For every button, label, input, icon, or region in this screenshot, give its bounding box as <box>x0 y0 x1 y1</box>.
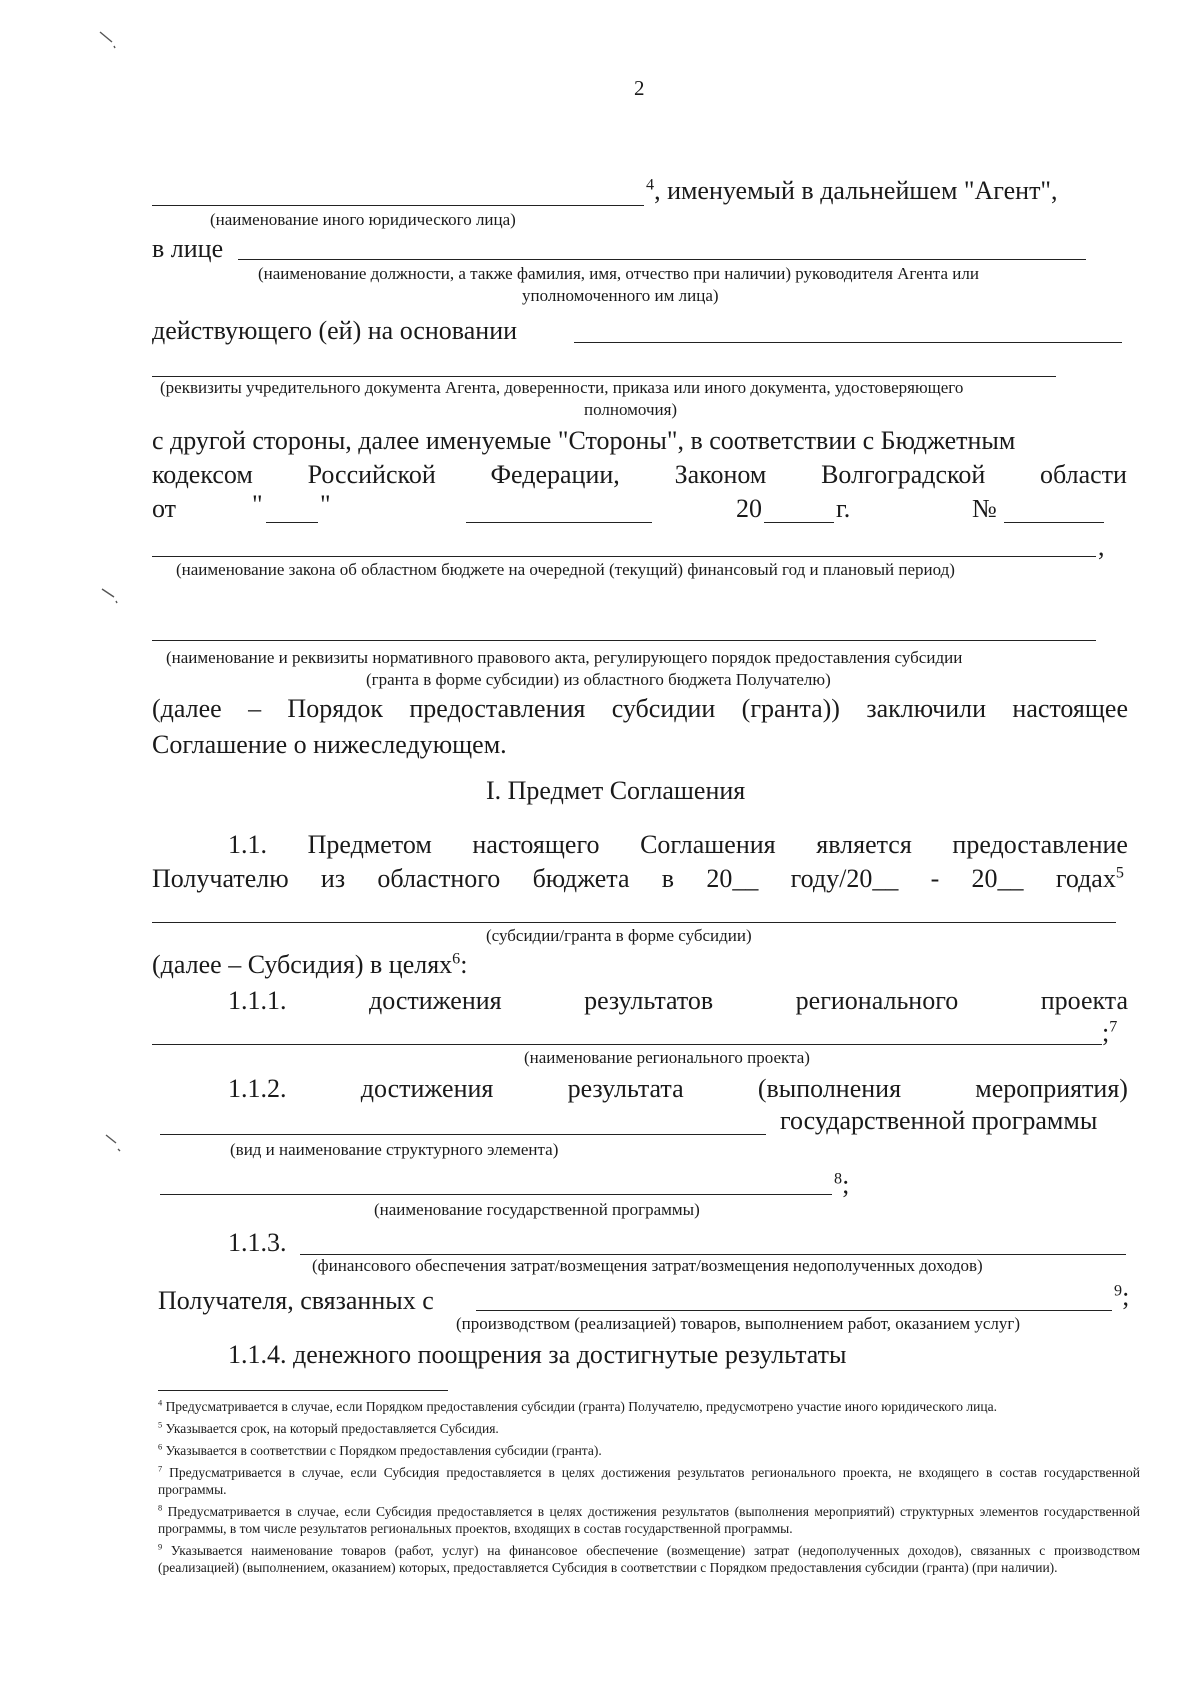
footnote: $^6$ Указывается в соответствии с Порядком предоставления субсидии (гранта). <box>158 1442 602 1458</box>
clause-1-1-1-line <box>228 986 1128 1016</box>
word: Соглашения <box>640 830 776 859</box>
footnote-ref: 5 <box>1115 864 1124 882</box>
footnote-number: 5 <box>158 1420 163 1430</box>
agent-name-line <box>152 205 644 206</box>
goods-caption: (производством (реализацией) товаров, выполнением работ, оказанием услуг) <box>456 1314 1021 1333</box>
word: является <box>816 830 912 859</box>
number-sign: № <box>972 494 997 523</box>
footnote-number: 6 <box>158 1442 163 1452</box>
footnote-ref: 4 <box>646 176 655 194</box>
person-caption-1: (наименование должности, а также фамилия, имя, отчество при наличии) руководителя Агента или <box>258 264 979 283</box>
act-caption-2: (гранта в форме субсидии) из областного бюджета Получателю) <box>366 670 831 689</box>
footnote: $^9$ Указывается наименование товаров (работ, услуг) на финансовое обеспечение (возмещение) затрат (недополученных доходов), связанных с производством (реализацией) (выполнением, оказанием) которых, предоставляется Субсидия в соответствии с Порядком предоставления субсидии (гранта) (при наличии). <box>158 1542 1140 1575</box>
word: областного <box>377 864 501 893</box>
conclusion-line-1: (далее – Порядок предоставления субсидии (гранта)) заключили настоящее <box>152 694 1128 723</box>
word: (выполнения <box>757 1074 902 1103</box>
footnote-number: 9 <box>158 1542 163 1552</box>
word: достижения <box>360 1074 494 1103</box>
clause-1-1-2-line <box>228 1074 1128 1104</box>
footnotes <box>158 1398 1140 1581</box>
program-line <box>160 1194 832 1195</box>
word: 1.1.2. <box>228 1074 287 1103</box>
footnote-number: 4 <box>158 1398 163 1408</box>
footnote-separator <box>158 1390 448 1391</box>
act-line <box>152 640 1096 641</box>
word: 1.1. <box>228 830 267 859</box>
basis-label: действующего (ей) на основании <box>152 316 518 345</box>
word: результатов <box>584 986 714 1015</box>
quote-open: " <box>252 490 263 519</box>
word: году/20__ <box>790 864 899 893</box>
person-label: в лице <box>152 234 224 263</box>
law-comma: , <box>1098 532 1105 561</box>
from-label: от <box>152 494 177 523</box>
word: мероприятия) <box>975 1074 1128 1103</box>
year-line <box>764 522 834 523</box>
footnote-number: 8 <box>158 1503 163 1513</box>
conclusion-line-2: Соглашение о нижеследующем. <box>152 730 507 759</box>
costs-line <box>300 1254 1126 1255</box>
word: Федерации, <box>490 460 620 489</box>
clause-1-1-4: 1.1.4. денежного поощрения за достигнутые результаты <box>228 1340 847 1369</box>
word: области <box>1040 460 1127 489</box>
regional-project-line <box>152 1044 1102 1045</box>
footnote-number: 7 <box>158 1464 163 1474</box>
section-title: I. Предмет Соглашения <box>486 776 746 805</box>
word: 20__ <box>706 864 759 893</box>
word: бюджета <box>532 864 630 893</box>
word: Предметом <box>307 830 432 859</box>
parties-line-2 <box>152 460 1127 490</box>
person-caption-2: уполномоченного им лица) <box>522 286 719 305</box>
footnote-ref: 7 <box>1109 1018 1118 1036</box>
year-suffix: г. <box>836 494 851 523</box>
word: достижения <box>368 986 502 1015</box>
scan-mark <box>100 585 120 607</box>
goods-end: $^9$; <box>1114 1282 1130 1311</box>
regional-project-caption: (наименование регионального проекта) <box>524 1048 810 1067</box>
program-end: $^8$; <box>834 1170 850 1199</box>
basis-caption-2: полномочия) <box>584 400 678 419</box>
word: Российской <box>307 460 436 489</box>
word: Получателю <box>152 864 289 893</box>
footnote-ref: 9 <box>1114 1282 1123 1300</box>
clause-1-1-line-1 <box>228 830 1128 860</box>
law-caption: (наименование закона об областном бюджете на очередной (текущий) финансовый год и плановый период) <box>176 560 955 579</box>
subsidy-caption: (субсидии/гранта в форме субсидии) <box>486 926 752 945</box>
page-number: 2 <box>634 76 645 100</box>
footnote: $^8$ Предусматривается в случае, если Субсидия предоставляется в целях достижения результатов (выполнения мероприятий) структурных элементов государственной программы, в том числе результатов региональных проектов, входящих в состав государственной программы. <box>158 1503 1140 1536</box>
number-line <box>1004 522 1104 523</box>
word: Законом <box>674 460 767 489</box>
purpose-line: (далее – Субсидия) в целях$^6$: <box>152 950 468 979</box>
person-line <box>238 259 1086 260</box>
parties-line-1: с другой стороны, далее именуемые "Стороны", в соответствии с Бюджетным <box>152 426 1016 455</box>
month-line <box>466 522 652 523</box>
scan-mark <box>98 30 118 52</box>
footnote-ref: 6 <box>452 950 461 968</box>
basis-line-2 <box>152 376 1056 377</box>
word: 1.1.1. <box>228 986 287 1015</box>
word: 20__ <box>971 864 1024 893</box>
basis-caption-1: (реквизиты учредительного документа Агента, доверенности, приказа или иного документа, удостоверяющего <box>160 378 964 397</box>
agent-intro: $^4$, именуемый в дальнейшем "Агент", <box>646 176 1058 205</box>
word: - <box>930 864 940 893</box>
word: результата <box>567 1074 684 1103</box>
word: из <box>320 864 346 893</box>
year-label: 20 <box>736 494 762 523</box>
gov-program-label: государственной программы <box>780 1106 1098 1135</box>
element-caption: (вид и наименование структурного элемента) <box>230 1140 559 1159</box>
recipient-label: Получателя, связанных с <box>158 1286 434 1315</box>
law-line <box>152 556 1096 557</box>
regional-project-end: ;$^7$ <box>1102 1018 1118 1047</box>
footnote: $^5$ Указывается срок, на который предоставляется Субсидия. <box>158 1420 499 1436</box>
footnote: $^7$ Предусматривается в случае, если Субсидия предоставляется в целях достижения результатов регионального проекта, не входящего в состав государственной программы. <box>158 1464 1140 1497</box>
word: Волгоградской <box>821 460 986 489</box>
clause-1-1-line-2 <box>152 864 1124 894</box>
goods-line <box>476 1310 1112 1311</box>
costs-caption: (финансового обеспечения затрат/возмещения затрат/возмещения недополученных доходов) <box>312 1256 983 1275</box>
word: настоящего <box>472 830 600 859</box>
agent-caption: (наименование иного юридического лица) <box>210 210 516 229</box>
subsidy-line <box>152 922 1116 923</box>
element-line <box>160 1134 766 1135</box>
program-caption: (наименование государственной программы) <box>374 1200 700 1219</box>
word: проекта <box>1040 986 1128 1015</box>
word: предоставление <box>952 830 1128 859</box>
quote-close: " <box>320 490 331 519</box>
word: регионального <box>795 986 959 1015</box>
basis-line-1 <box>574 342 1122 343</box>
footnote: $^4$ Предусматривается в случае, если Порядком предоставления субсидии (гранта) Получателю, предусмотрено участие иного юридического лица. <box>158 1398 997 1414</box>
footnote-ref: 8 <box>834 1170 843 1188</box>
scan-mark <box>104 1133 124 1155</box>
clause-1-1-3-number: 1.1.3. <box>228 1228 287 1257</box>
word: в <box>661 864 675 893</box>
word: кодексом <box>152 460 253 489</box>
day-line <box>266 522 318 523</box>
word: годах$^5$ <box>1055 864 1124 893</box>
act-caption-1: (наименование и реквизиты нормативного правового акта, регулирующего порядок предоставления субсидии <box>166 648 963 667</box>
